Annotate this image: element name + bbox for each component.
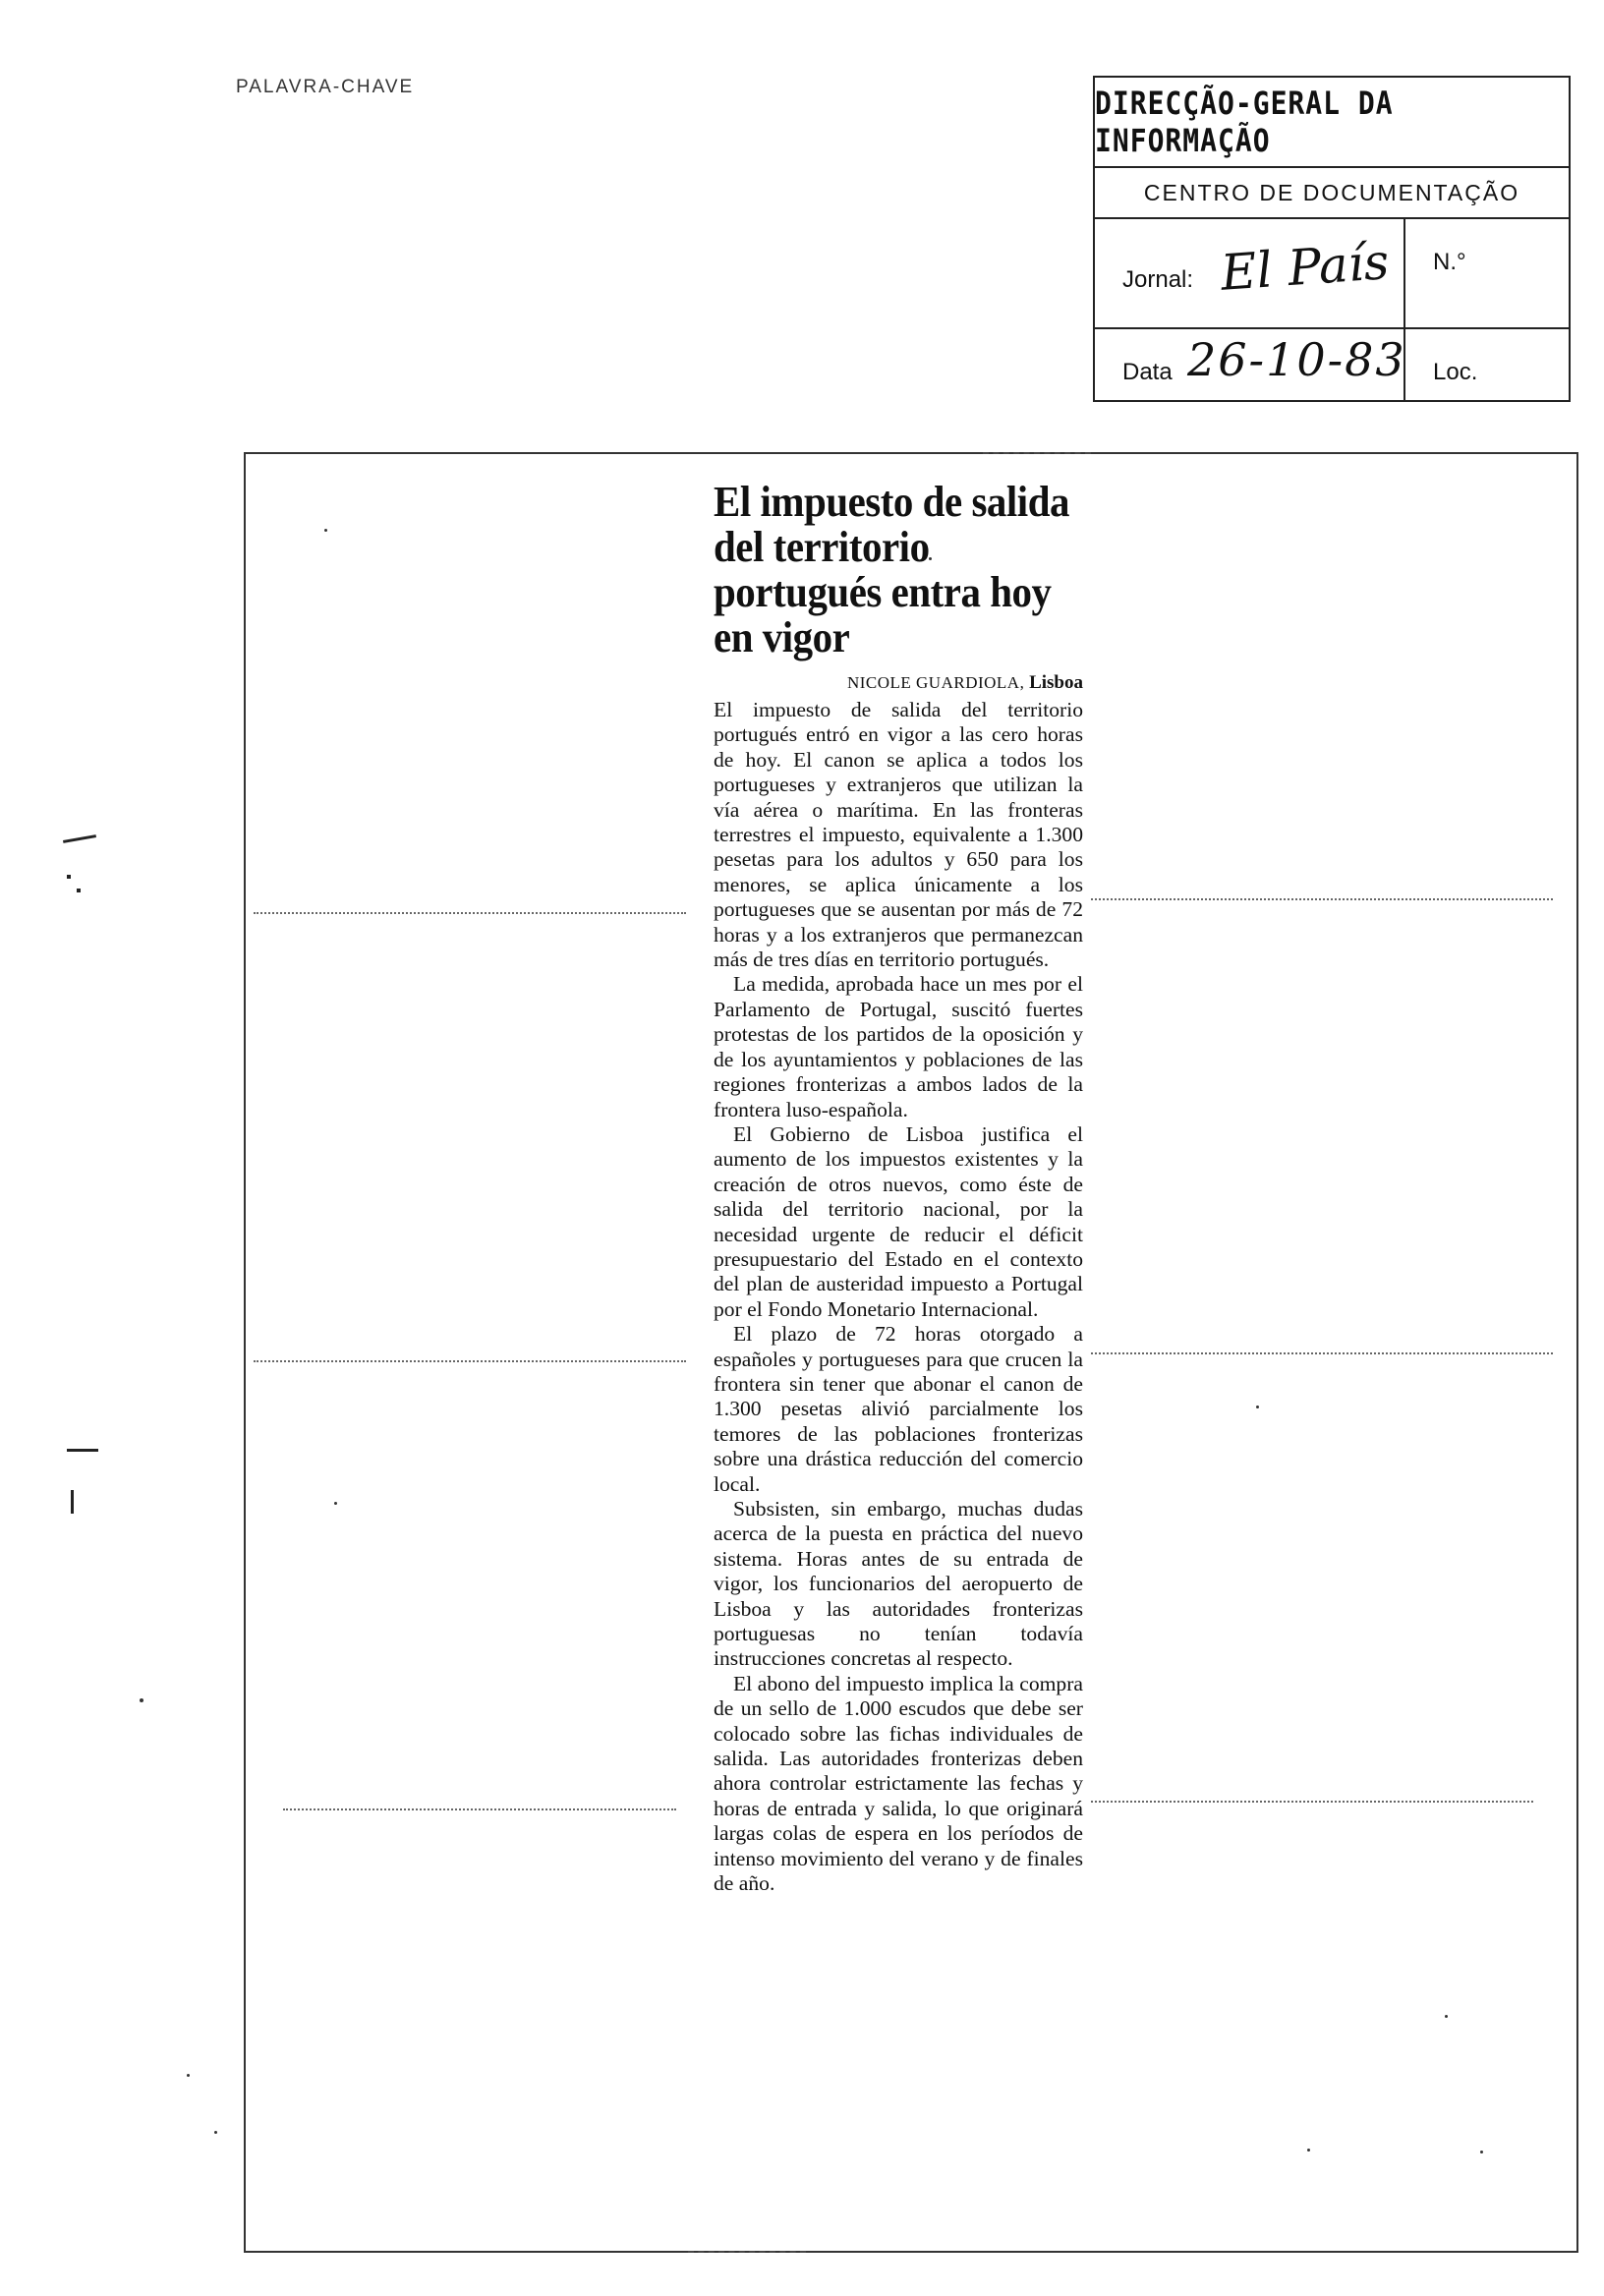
guide-line (1091, 898, 1553, 900)
hole-punch-mark (77, 889, 81, 892)
keyword-label: PALAVRA-CHAVE (236, 77, 415, 97)
article-headline: El impuesto de salida del territorio portugués entra hoy en vigor (714, 478, 1070, 661)
frame-dash-bottom (688, 2251, 806, 2253)
stamp-header-row (1095, 78, 1569, 168)
archive-stamp (1093, 76, 1571, 402)
scan-speck (140, 1698, 143, 1702)
scan-speck (1307, 2149, 1310, 2152)
hole-punch-mark (67, 875, 71, 879)
scan-speck (1445, 2015, 1448, 2018)
stamp-journal-row (1095, 219, 1569, 329)
scan-speck (214, 2131, 217, 2134)
article-paragraph: El plazo de 72 horas otorgado a españoles y portugueses para que crucen la frontera sin tener que abonar el canon de 1.300 pesetas alivió parcialmente los temores de las poblaciones fronterizas sobre una drástica reducción del comercio local. (714, 1322, 1083, 1496)
article-paragraph: El Gobierno de Lisboa justifica el aumento de los impuestos existentes y la creación de otros nuevos, como éste de salida del territorio nacional, por la necesidad urgente de reducir el déficit presupuestario del Estado en el contexto del plan de austeridad impuesto a Portugal por el Fondo Monetario Internacional. (714, 1121, 1083, 1321)
scan-speck (324, 529, 327, 532)
stamp-date-row (1095, 329, 1569, 402)
guide-line (1091, 1352, 1553, 1354)
stamp-journal-value: El País (1219, 233, 1392, 302)
stamp-subheader: CENTRO DE DOCUMENTAÇÃO (1143, 179, 1520, 205)
hole-punch-mark (63, 834, 96, 843)
guide-line (254, 1360, 686, 1362)
scan-speck (334, 1502, 337, 1505)
article-paragraph: La medida, aprobada hace un mes por el Parlamento de Portugal, suscitó fuertes protestas de los partidos de la oposición y de los ayuntamientos y poblaciones de las regiones fronterizas a ambos lados de la frontera luso-española. (714, 972, 1083, 1121)
article-paragraph: Subsisten, sin embargo, muchas dudas acerca de la puesta en práctica del nuevo sistema. Horas antes de su entrada de vigor, los funcionarios del aeropuerto de Lisboa y las autoridades fronterizas portuguesas no tenían todavía instrucciones concretas al respecto. (714, 1497, 1083, 1671)
scan-speck (1480, 2151, 1483, 2153)
scan-speck (187, 2074, 190, 2077)
article (714, 480, 1083, 1897)
stamp-date-value: 26-10-83 (1187, 333, 1406, 386)
stamp-number-label: N.° (1433, 249, 1466, 275)
stamp-divider (1404, 219, 1405, 400)
hole-punch-mark (71, 1490, 74, 1514)
stamp-header: DIRECÇÃO-GERAL DA INFORMAÇÃO (1095, 85, 1394, 159)
guide-line (1091, 1801, 1533, 1803)
article-body (714, 698, 1083, 1897)
stamp-journal-label: Jornal: (1122, 266, 1194, 293)
scan-speck (1256, 1406, 1259, 1408)
article-paragraph: El abono del impuesto implica la compra de un sello de 1.000 escudos que debe ser colocado sobre las fichas individuales de salida. Las autoridades fronterizas deben ahora controlar estrictamente las fechas y horas de entrada y salida, lo que originará largas colas de espera en los períodos de intenso movimiento del verano y de finales de año. (714, 1671, 1083, 1896)
frame-dash-top (983, 452, 1091, 454)
article-byline (714, 672, 1083, 694)
stamp-location-label: Loc. (1433, 359, 1478, 385)
guide-line (283, 1808, 676, 1810)
hole-punch-mark (67, 1449, 98, 1452)
byline-author: NICOLE GUARDIOLA, (846, 673, 1025, 692)
stamp-date-label: Data (1122, 359, 1173, 385)
stamp-subheader-row (1095, 168, 1569, 219)
article-paragraph: El impuesto de salida del territorio portugués entró en vigor a las cero horas de hoy. El canon se aplica a todos los portugueses y extranjeros que utilizan la vía aérea o marítima. En las fronteras terrestres el impuesto, equivalente a 1.300 pesetas para los adultos y 650 para los menores, se aplica únicamente a los portugueses que se ausentan por más de 72 horas y a los extranjeros que permanezcan más de tres días en territorio portugués. (714, 698, 1083, 972)
guide-line (254, 912, 686, 914)
byline-city: Lisboa (1029, 672, 1083, 693)
